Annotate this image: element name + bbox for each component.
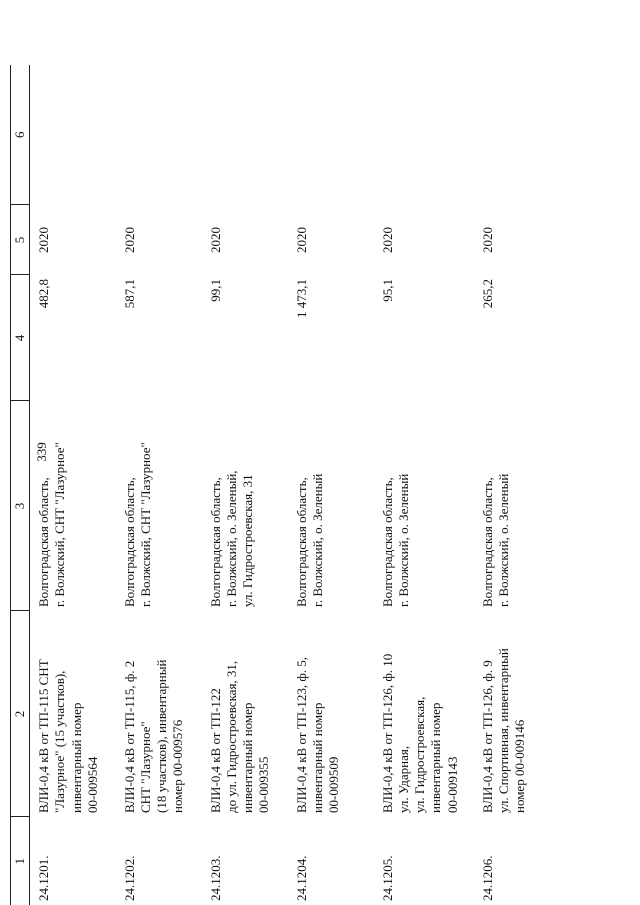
object-address: Волгоградская область, г. Волжский, о. Зеленый [479, 473, 511, 607]
object-extra [30, 65, 116, 205]
object-year: 2020 [36, 227, 51, 253]
object-year: 2020 [121, 227, 137, 253]
object-description: ВЛИ-0,4 кВ от ТП-122 до ул. Гидростроевская, 31, инвентарный номер 00-009355 [207, 660, 272, 813]
object-description: ВЛИ-0,4 кВ от ТП-126, ф. 10 ул. Ударная, ул. Гидростроевская, инвентарный номер 00-009143 [379, 653, 460, 813]
object-extra [374, 65, 474, 205]
table-row [374, 65, 474, 905]
column-header-2: 2 [11, 611, 30, 817]
object-extra [288, 65, 374, 205]
table-row [30, 65, 116, 905]
row-number: 24.1205. [379, 855, 395, 901]
object-description: ВЛИ-0,4 кВ от ТП-126, ф. 9 ул. Спортивная, инвентарный номер 00-009146 [479, 648, 527, 813]
object-value: 482,8 [36, 279, 51, 309]
object-extra [202, 65, 288, 205]
property-registry-table [10, 65, 560, 905]
table-row [474, 65, 560, 905]
page-number: 339 [34, 442, 49, 462]
row-number: 24.1206. [479, 855, 495, 901]
object-description: ВЛИ-0,4 кВ от ТП-115 СНТ "Лазурное" (15 участков), инвентарный номер 00-009564 [36, 659, 100, 813]
column-header-4: 4 [11, 275, 30, 401]
object-year: 2020 [207, 227, 223, 253]
object-description: ВЛИ-0,4 кВ от ТП-115, ф. 2 СНТ "Лазурное" (18 участков), инвентарный номер 00-009576 [121, 659, 186, 813]
object-address: Волгоградская область, г. Волжский, СНТ "Лазурное" [121, 442, 153, 607]
object-value: 95,1 [379, 279, 395, 302]
object-address: Волгоградская область, г. Волжский, о. Зеленый [293, 473, 325, 607]
table-row [116, 65, 202, 905]
row-number: 24.1203. [207, 855, 223, 901]
rotated-page-content [0, 65, 590, 905]
table-row [288, 65, 374, 905]
object-value: 1 473,1 [293, 279, 309, 318]
column-header-6: 6 [11, 65, 30, 205]
column-header-3: 3 [11, 401, 30, 611]
object-value: 99,1 [207, 279, 223, 302]
object-year: 2020 [293, 227, 309, 253]
object-extra [116, 65, 202, 205]
object-value: 587,1 [121, 279, 137, 309]
row-number: 24.1201. [36, 855, 51, 901]
object-address: Волгоградская область, г. Волжский, о. Зеленый, ул. Гидростроевская, 31 [207, 470, 255, 607]
column-header-1: 1 [11, 817, 30, 905]
object-address: Волгоградская область, г. Волжский, СНТ "Лазурное" [36, 442, 68, 607]
object-year: 2020 [379, 227, 395, 253]
object-value: 265,2 [479, 279, 495, 309]
header-row [11, 65, 30, 905]
row-number: 24.1202. [121, 855, 137, 901]
object-address: Волгоградская область, г. Волжский, о. Зеленый [379, 473, 411, 607]
object-extra [474, 65, 560, 205]
column-header-5: 5 [11, 205, 30, 275]
object-description: ВЛИ-0,4 кВ от ТП-123, ф. 5, инвентарный номер 00-009509 [293, 656, 341, 813]
row-number: 24.1204. [293, 855, 309, 901]
table-row [202, 65, 288, 905]
object-year: 2020 [479, 227, 495, 253]
